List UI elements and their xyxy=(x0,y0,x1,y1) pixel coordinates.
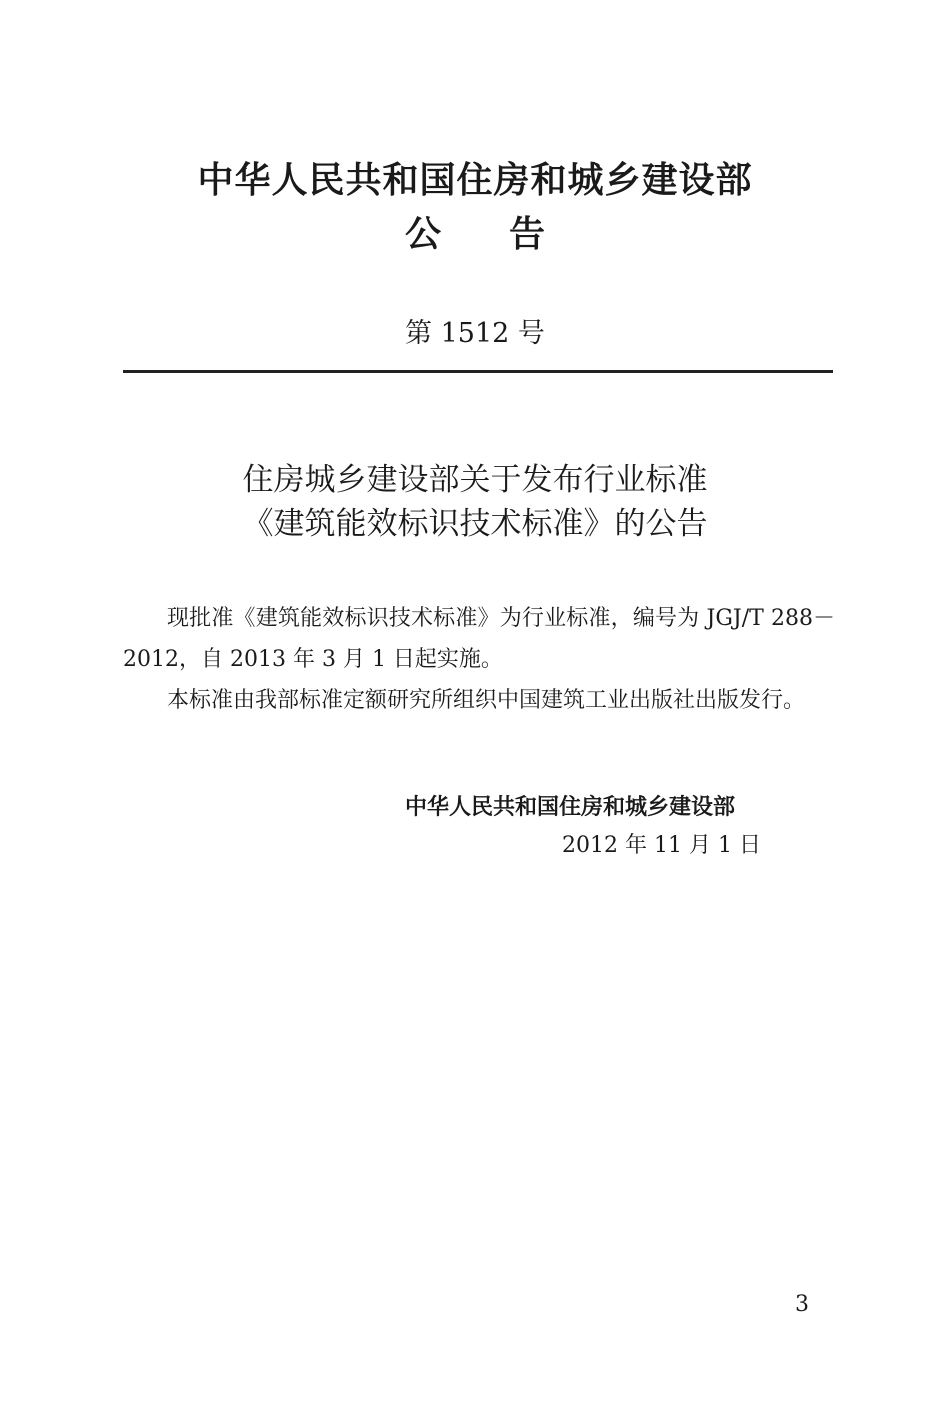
subject-line-1: 住房城乡建设部关于发布行业标准 xyxy=(242,462,708,498)
issuer-title: 中华人民共和国住房和城乡建设部 xyxy=(197,160,753,201)
announcement-body xyxy=(123,598,835,721)
body-paragraph: 本标准由我部标准定额研究所组织中国建筑工业出版社出版发行。 xyxy=(167,688,806,713)
signature-org: 中华人民共和国住房和城乡建设部 xyxy=(405,795,736,820)
body-paragraph: 现批准《建筑能效标识技术标准》为行业标准，编号为 JGJ/T 288－2012，自 2013 年 3 月 1 日起实施。 xyxy=(123,606,835,672)
subject-line-2: 《建筑能效标识技术标准》的公告 xyxy=(242,506,708,542)
page-number: 3 xyxy=(795,1292,809,1317)
announcement-subject xyxy=(0,458,950,546)
signature-date: 2012 年 11 月 1 日 xyxy=(562,833,761,858)
announcement-number: 第 1512 号 xyxy=(405,318,545,349)
header-divider xyxy=(123,370,833,373)
document-type: 公告 xyxy=(404,214,613,255)
